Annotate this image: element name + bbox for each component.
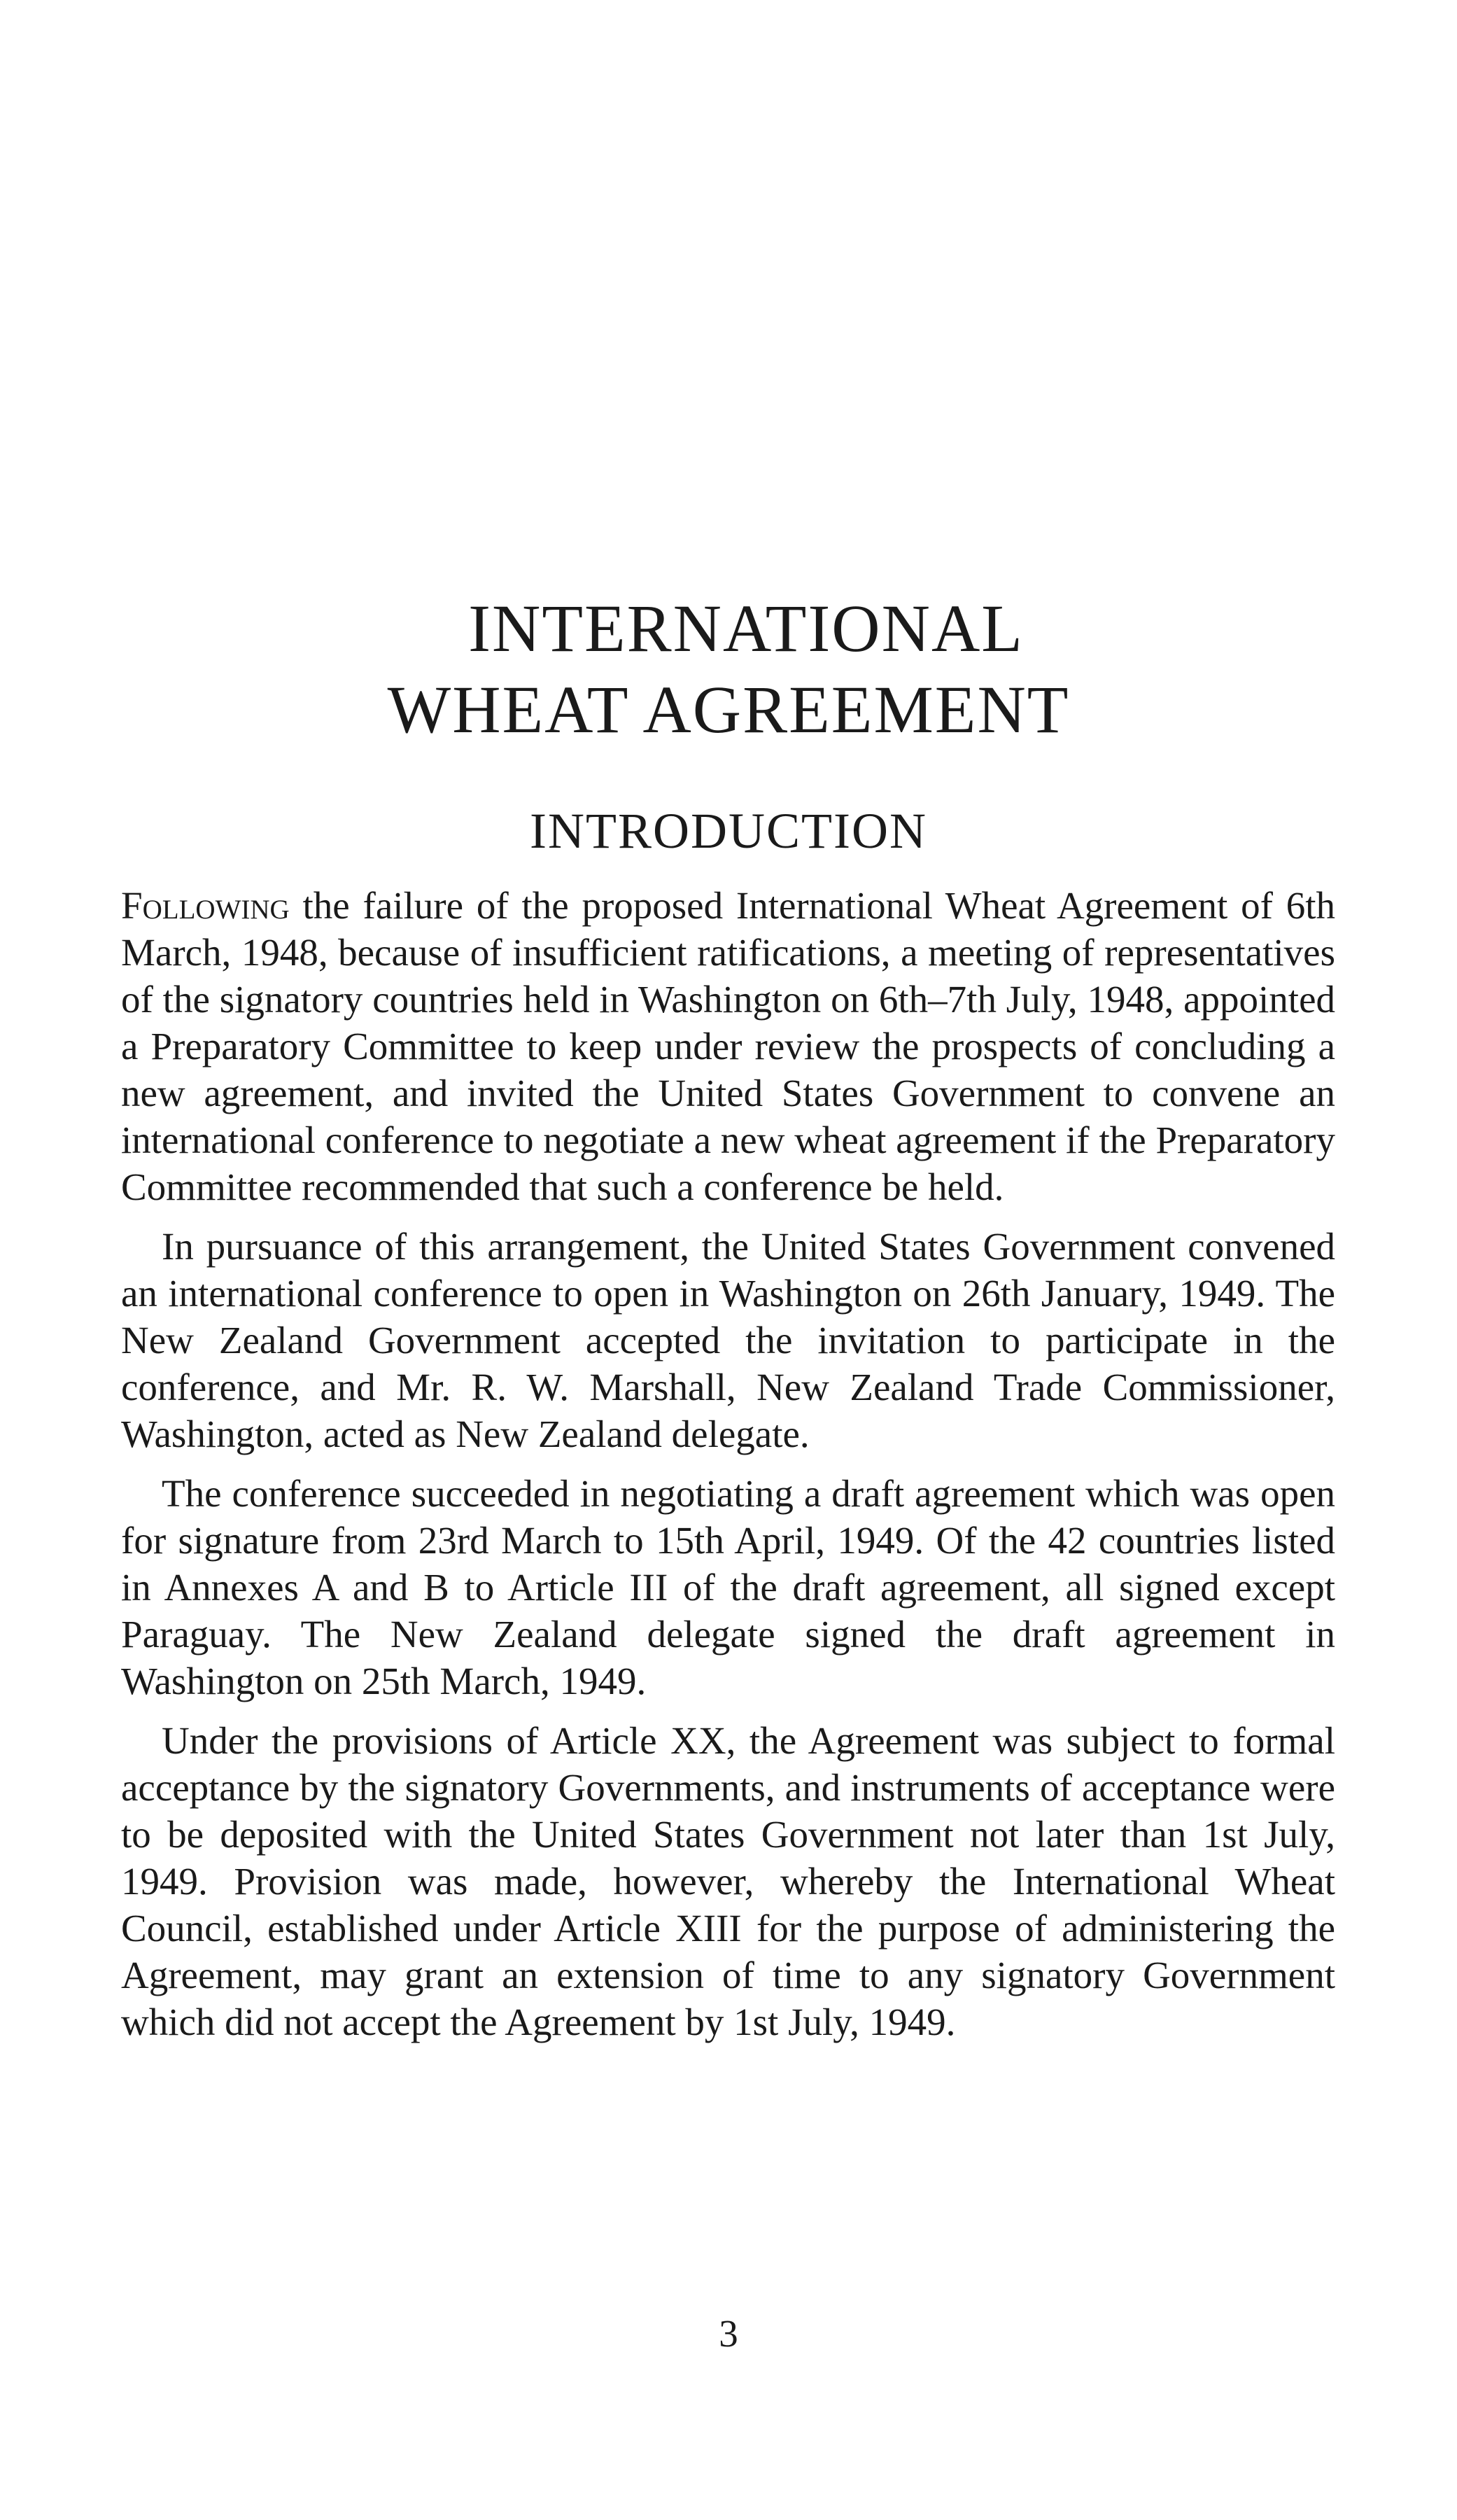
title-line-2: WHEAT AGREEMENT [387, 672, 1070, 747]
paragraph-1 [121, 882, 1335, 1210]
section-heading: INTRODUCTION [530, 803, 927, 859]
document-title [0, 588, 1457, 750]
paragraph-2: In pursuance of this arrangement, the United States Government convened an international conference to open in Washington on 26th January, 1949. The New Zealand Government accepted the invitation to participate in the conference, and Mr. R. W. Marshall, New Zealand Trade Commissioner, Washington, acted as New Zealand delegate. [121, 1225, 1335, 1455]
title-line-1: INTERNATIONAL [468, 591, 1024, 666]
paragraph-4: Under the provisions of Article XX, the Agreement was subject to formal acceptance by the signatory Governments, and instruments of acceptance were to be deposited with the United States Government not later than 1st July, 1949. Provision was made, however, whereby the International Wheat Council, established under Article XIII for the purpose of administering the Agreement, may grant an extension of time to any signatory Government which did not accept the Agreement by 1st July, 1949. [121, 1719, 1335, 2043]
paragraph-3: The conference succeeded in negotiating a draft agreement which was open for signature from 23rd March to 15th April, 1949. Of the 42 countries listed in Annexes A and B to Article III of the draft agreement, all signed except Paraguay. The New Zealand delegate signed the draft agreement in Washington on 25th March, 1949. [121, 1472, 1335, 1702]
page-number: 3 [719, 2312, 738, 2355]
paragraph-1-text: the failure of the proposed International Wheat Agreement of 6th March, 1948, because of insufficient ratifications, a meeting of representatives of the signatory countries held in Washington on 6th–7th July, 1948, appointed a Preparatory Committee to keep under review the prospects of concluding a new agreement, and invited the United States Government to convene an international conference to negotiate a new wheat agreement if the Preparatory Committee recommended that such a conference be held. [121, 884, 1335, 1208]
body-text [121, 882, 1335, 2058]
paragraph-lead-word: Following [121, 884, 290, 927]
